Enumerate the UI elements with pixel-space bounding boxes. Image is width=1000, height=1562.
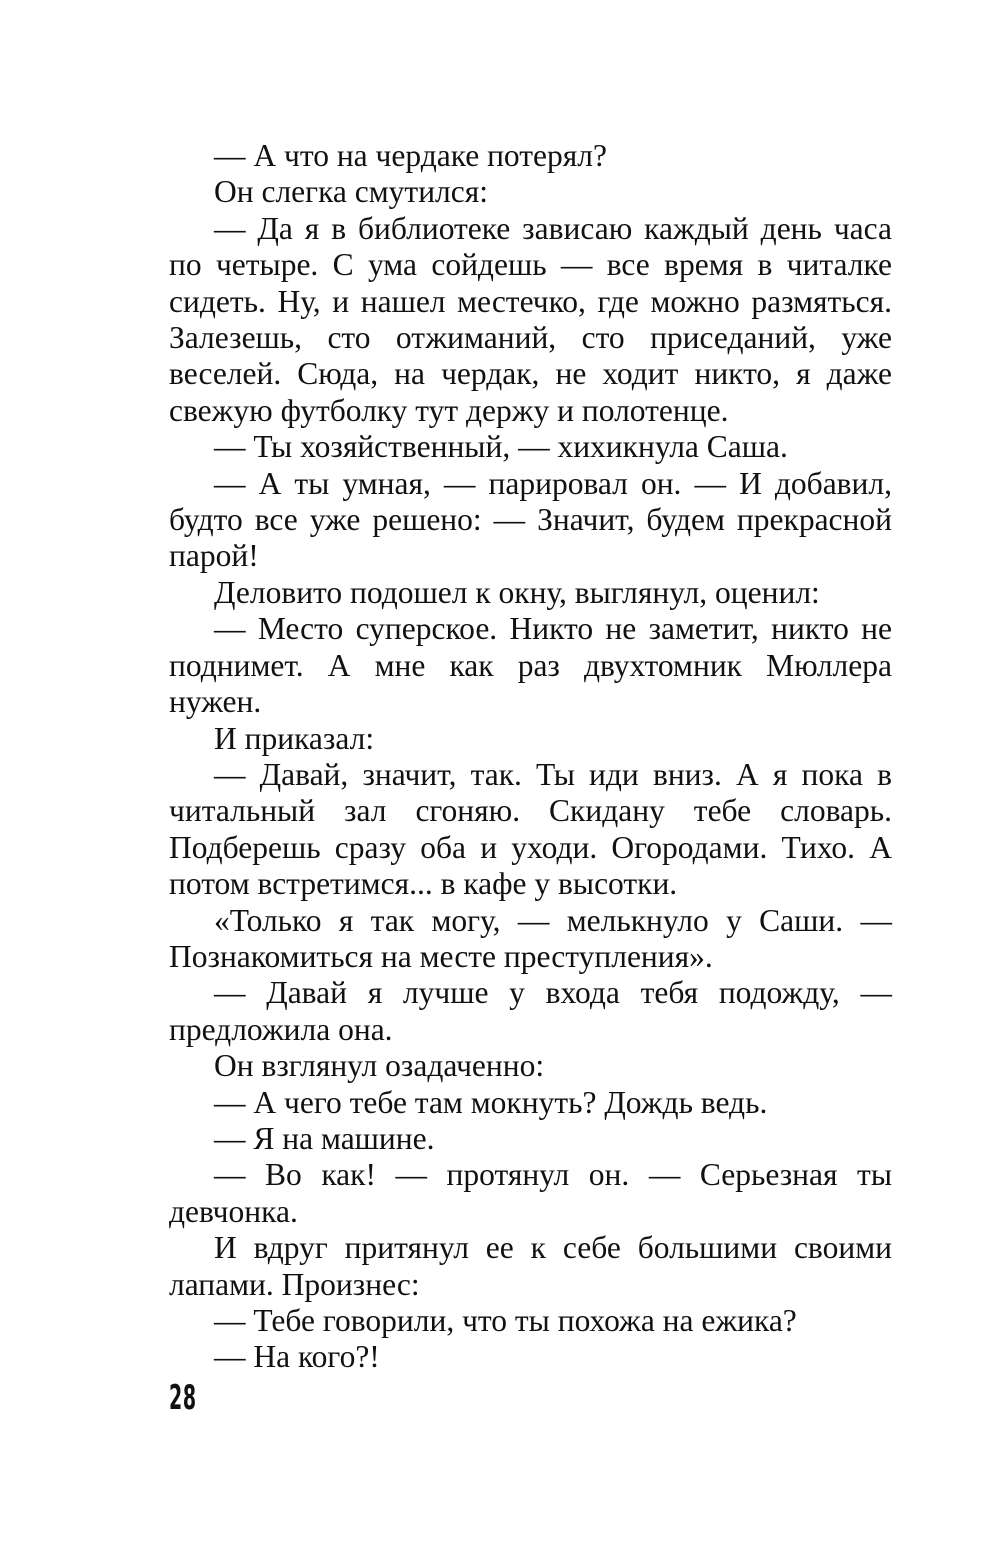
paragraph: — Давай я лучше у входа тебя подожду, — предложила она. bbox=[169, 975, 892, 1047]
paragraph: — На кого?! bbox=[214, 1339, 380, 1375]
paragraph: — А чего тебе там мокнуть? Дождь ведь. bbox=[214, 1084, 768, 1120]
paragraph: И вдруг притянул ее к себе большими своими лапами. Произнес: bbox=[169, 1230, 892, 1302]
paragraph: — Ты хозяйственный, — хихикнула Саша. bbox=[214, 429, 788, 465]
paragraph: — Место суперское. Никто не заметит, никто не поднимет. А мне как раз двухтомник Мюллера нужен. bbox=[169, 611, 892, 720]
paragraph: И приказал: bbox=[214, 720, 375, 756]
paragraph: — Я на машине. bbox=[214, 1120, 435, 1156]
page-number: 28 bbox=[169, 1378, 197, 1418]
paragraph: — Тебе говорили, что ты похожа на ежика? bbox=[214, 1303, 797, 1338]
paragraph: — Давай, значит, так. Ты иди вниз. А я пока в читальный зал сгоняю. Скидану тебе словарь. Подберешь сразу оба и уходи. Огородами. Тихо. А потом встретимся... в кафе у высотки. bbox=[169, 756, 892, 902]
paragraph: Он слегка смутился: bbox=[214, 174, 488, 210]
paragraph: Он взглянул озадаченно: bbox=[214, 1048, 545, 1084]
page-text bbox=[169, 138, 892, 1376]
paragraph: — А что на чердаке потерял? bbox=[214, 138, 607, 173]
paragraph: Деловито подошел к окну, выглянул, оценил: bbox=[214, 574, 820, 610]
paragraph: — А ты умная, — парировал он. — И добавил, будто все уже решено: — Значит, будем прекрасной парой! bbox=[169, 465, 892, 574]
paragraph: — Во как! — протянул он. — Серьезная ты девчонка. bbox=[169, 1157, 892, 1229]
paragraph: — Да я в библиотеке зависаю каждый день часа по четыре. С ума сойдешь — все время в читалке сидеть. Ну, и нашел местечко, где можно размяться. Залезешь, сто отжиманий, сто приседаний, уже веселей. Сюда, на чердак, не ходит никто, я даже свежую футболку тут держу и полотенце. bbox=[169, 210, 892, 428]
paragraph: «Только я так могу, — мелькнуло у Саши. — Познакомиться на месте преступления». bbox=[169, 902, 892, 974]
